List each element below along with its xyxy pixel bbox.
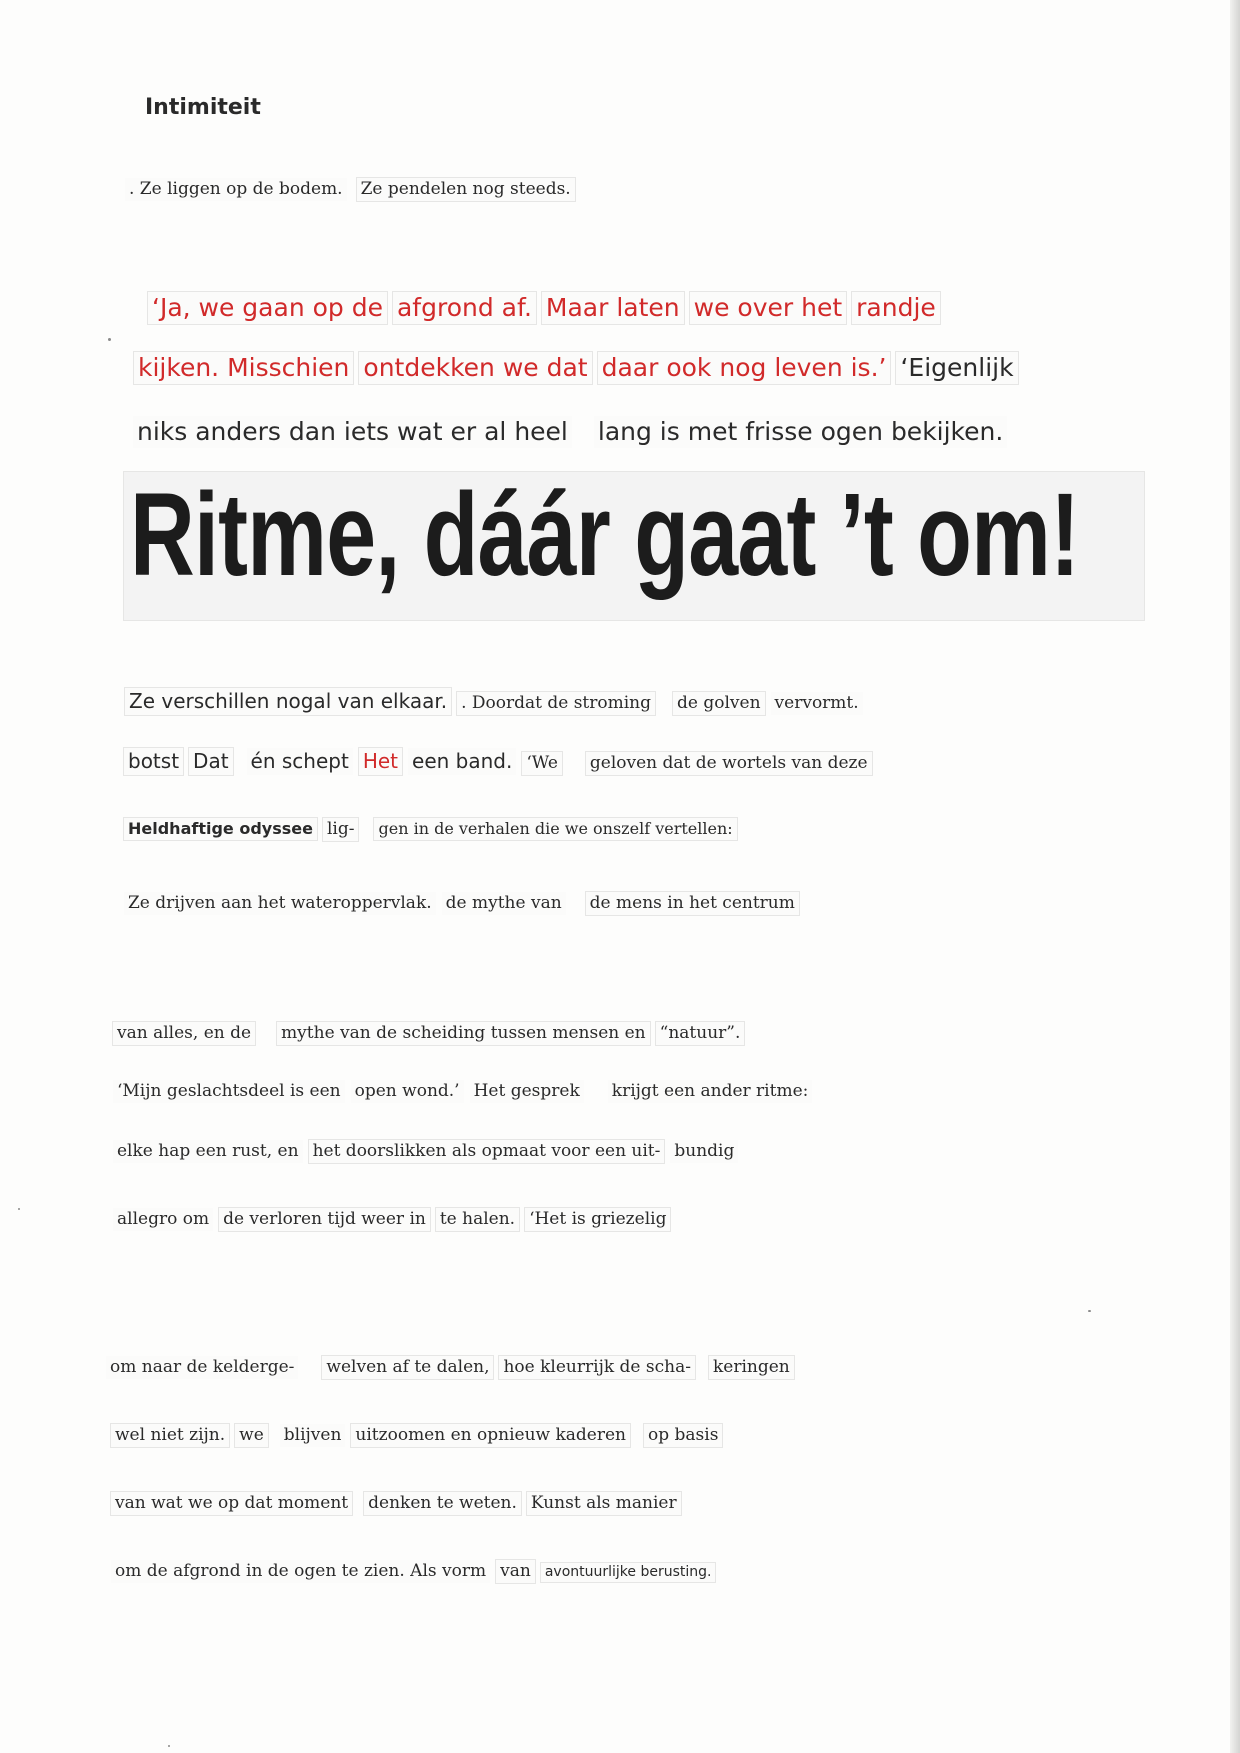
collage-line-bodem bbox=[125, 178, 581, 201]
text-snippet: ‘We bbox=[522, 752, 562, 775]
collage-line-11 bbox=[113, 1208, 676, 1231]
collage-line-5 bbox=[124, 748, 878, 775]
text-snippet: . Ze liggen op de bodem. bbox=[125, 178, 347, 201]
text-snippet: de mythe van bbox=[442, 892, 566, 915]
text-snippet: niks anders dan iets wat er al heel bbox=[133, 416, 572, 448]
text-snippet: krijgt een ander ritme: bbox=[608, 1080, 813, 1103]
collage-line-10 bbox=[113, 1140, 744, 1163]
text-snippet: Het bbox=[359, 748, 402, 775]
quote-snippet: afgrond af. bbox=[393, 292, 536, 324]
text-snippet: mythe van de scheiding tussen mensen en bbox=[277, 1022, 650, 1045]
collage-line-6 bbox=[124, 818, 743, 841]
text-snippet: de golven bbox=[673, 692, 765, 715]
headline-text: Ritme, dáár gaat ’t om! bbox=[130, 472, 1080, 601]
text-snippet: “natuur”. bbox=[656, 1022, 745, 1045]
text-snippet: Het gesprek bbox=[470, 1080, 584, 1103]
collage-heading bbox=[145, 95, 261, 120]
text-snippet: . Doordat de stroming bbox=[457, 692, 655, 715]
text-snippet: Dat bbox=[189, 748, 233, 775]
paper-speck bbox=[168, 1745, 170, 1747]
quote-line-3 bbox=[133, 416, 1013, 448]
text-snippet: geloven dat de wortels van deze bbox=[586, 752, 872, 775]
text-snippet: van bbox=[496, 1560, 535, 1583]
text-snippet: blijven bbox=[280, 1424, 346, 1447]
quote-snippet: daar ook nog leven is.’ bbox=[598, 352, 891, 384]
text-snippet: Ze verschillen nogal van elkaar. bbox=[125, 688, 451, 715]
paper-speck bbox=[18, 1208, 20, 1210]
quote-snippet: ontdekken we dat bbox=[359, 352, 591, 384]
text-snippet: van wat we op dat moment bbox=[111, 1492, 352, 1515]
text-snippet: denken te weten. bbox=[364, 1492, 521, 1515]
text-snippet: Kunst als manier bbox=[527, 1492, 681, 1515]
text-snippet: hoe kleurrijk de scha- bbox=[499, 1356, 694, 1379]
quote-snippet: ‘Ja, we gaan op de bbox=[148, 292, 387, 324]
text-snippet: ‘Mijn geslachtsdeel is een bbox=[113, 1080, 345, 1103]
text-snippet: lang is met frisse ogen bekijken. bbox=[594, 416, 1007, 448]
heading-text: Intimiteit bbox=[145, 95, 261, 120]
text-snippet: Ze pendelen nog steeds. bbox=[357, 178, 575, 201]
text-snippet: een band. bbox=[408, 748, 516, 775]
quote-snippet: kijken. Misschien bbox=[134, 352, 353, 384]
text-snippet: om naar de kelderge- bbox=[106, 1356, 298, 1379]
collage-line-9 bbox=[113, 1080, 818, 1103]
paper-speck bbox=[108, 338, 111, 341]
page-edge-shadow bbox=[1230, 0, 1240, 1753]
text-snippet: te halen. bbox=[436, 1208, 519, 1231]
collage-line-8 bbox=[113, 1022, 750, 1045]
text-snippet: de mens in het centrum bbox=[586, 892, 799, 915]
text-snippet: Heldhaftige odyssee bbox=[124, 818, 317, 840]
text-snippet: de verloren tijd weer in bbox=[219, 1208, 430, 1231]
headline-cutout bbox=[124, 472, 1144, 620]
quote-snippet: we over het bbox=[690, 292, 847, 324]
text-snippet: avontuurlijke berusting. bbox=[541, 1563, 716, 1582]
text-snippet: allegro om bbox=[113, 1208, 213, 1231]
quote-snippet: ‘Eigenlijk bbox=[896, 352, 1017, 384]
quote-line-1 bbox=[148, 292, 946, 324]
collage-line-13 bbox=[111, 1424, 728, 1447]
collage-line-7 bbox=[124, 892, 805, 915]
collage-line-14 bbox=[111, 1492, 687, 1515]
quote-snippet: Maar laten bbox=[542, 292, 684, 324]
text-snippet: lig- bbox=[323, 818, 359, 841]
text-snippet: elke hap een rust, en bbox=[113, 1140, 303, 1163]
text-snippet: én schept bbox=[247, 748, 353, 775]
text-snippet: botst bbox=[124, 748, 183, 775]
text-snippet: wel niet zijn. bbox=[111, 1424, 229, 1447]
collage-line-4 bbox=[125, 688, 869, 715]
text-snippet: vervormt. bbox=[771, 692, 863, 715]
text-snippet: om de afgrond in de ogen te zien. Als vorm bbox=[111, 1560, 490, 1583]
text-snippet: gen in de verhalen die we onszelf vertellen: bbox=[374, 818, 736, 840]
text-snippet: het doorslikken als opmaat voor een uit- bbox=[309, 1140, 665, 1163]
text-snippet: keringen bbox=[709, 1356, 794, 1379]
text-snippet: bundig bbox=[670, 1140, 738, 1163]
text-snippet: op basis bbox=[644, 1424, 722, 1447]
text-snippet: we bbox=[235, 1424, 268, 1447]
text-snippet: open wond.’ bbox=[351, 1080, 464, 1103]
quote-line-2 bbox=[134, 352, 1024, 384]
quote-snippet: randje bbox=[852, 292, 940, 324]
text-snippet: ‘Het is griezelig bbox=[525, 1208, 670, 1231]
text-snippet: van alles, en de bbox=[113, 1022, 255, 1045]
text-snippet: welven af te dalen, bbox=[322, 1356, 493, 1379]
collage-line-15 bbox=[111, 1560, 721, 1583]
paper-speck bbox=[1088, 1310, 1091, 1312]
text-snippet: Ze drijven aan het wateroppervlak. bbox=[124, 892, 436, 915]
text-snippet: uitzoomen en opnieuw kaderen bbox=[351, 1424, 630, 1447]
collage-line-12 bbox=[106, 1356, 800, 1379]
